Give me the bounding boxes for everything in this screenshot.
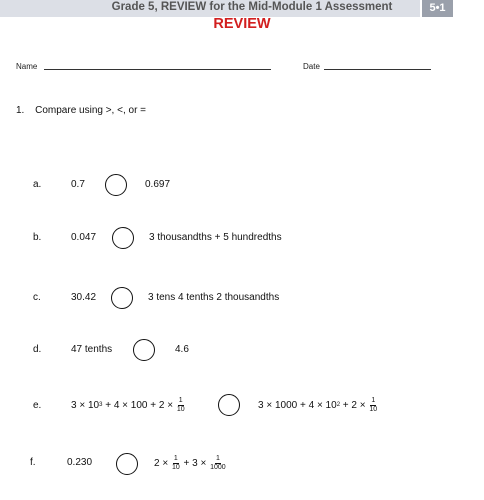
comparison-circle-e[interactable] (218, 394, 240, 416)
item-a-label: a. (33, 179, 42, 190)
item-e-right-exponent: 2 (336, 402, 341, 408)
item-e-left (71, 393, 186, 417)
question-number: 1. (16, 105, 25, 116)
item-f-label: f. (30, 457, 36, 468)
item-f-right-text-2: + 3 × (180, 457, 210, 469)
fraction-numerator: 1 (178, 396, 183, 404)
date-field[interactable] (324, 69, 431, 70)
item-a-right: 0.697 (145, 179, 171, 190)
review-heading: REVIEW (213, 16, 271, 32)
item-d-left: 47 tenths (71, 344, 113, 355)
fraction-denominator: 10 (369, 405, 378, 413)
item-e-right-text-2: + 2 × (340, 399, 369, 411)
fraction-denominator: 1000 (210, 463, 226, 471)
comparison-circle-d[interactable] (133, 339, 155, 361)
comparison-circle-f[interactable] (116, 453, 138, 475)
name-label: Name (16, 62, 38, 71)
item-c-label: c. (33, 292, 41, 303)
module-code-badge: 5•1 (422, 0, 453, 17)
question-prompt: Compare using >, <, or = (35, 105, 147, 116)
item-c-left: 30.42 (71, 292, 97, 303)
item-e-left-fraction (177, 397, 185, 414)
comparison-circle-b[interactable] (112, 227, 134, 249)
item-f-right-text-1: 2 × (154, 457, 171, 469)
item-f-right (154, 451, 227, 475)
item-d-label: d. (33, 344, 42, 355)
item-e-left-exponent: 3 (99, 402, 103, 408)
item-f-right-fraction-1 (172, 455, 180, 472)
comparison-circle-c[interactable] (111, 287, 133, 309)
fraction-numerator: 1 (173, 454, 178, 462)
date-label: Date (303, 62, 320, 71)
item-b-label: b. (33, 232, 42, 243)
item-e-right-fraction (369, 397, 377, 414)
item-f-left: 0.230 (67, 457, 93, 468)
item-e-right-text-1: 3 × 1000 + 4 × 10 (258, 399, 337, 411)
item-e-label: e. (33, 400, 42, 411)
fraction-numerator: 1 (215, 454, 220, 462)
fraction-denominator: 10 (176, 405, 185, 413)
item-a-left: 0.7 (71, 179, 85, 190)
item-e-left-text-2: + 4 × 100 + 2 × (102, 399, 176, 411)
item-d-right: 4.6 (175, 344, 189, 355)
fraction-numerator: 1 (371, 396, 376, 404)
name-field[interactable] (44, 69, 271, 70)
item-e-left-text-1: 3 × 10 (71, 399, 100, 411)
question-1 (16, 105, 146, 116)
comparison-circle-a[interactable] (105, 174, 127, 196)
item-c-right: 3 tens 4 tenths 2 thousandths (148, 292, 280, 303)
header-title: Grade 5, REVIEW for the Mid-Module 1 Assessment (111, 1, 393, 13)
fraction-denominator: 10 (171, 463, 180, 471)
item-e-right (258, 393, 378, 417)
item-b-right: 3 thousandths + 5 hundredths (149, 232, 282, 243)
item-b-left: 0.047 (71, 232, 97, 243)
item-f-right-fraction-2 (210, 455, 226, 472)
